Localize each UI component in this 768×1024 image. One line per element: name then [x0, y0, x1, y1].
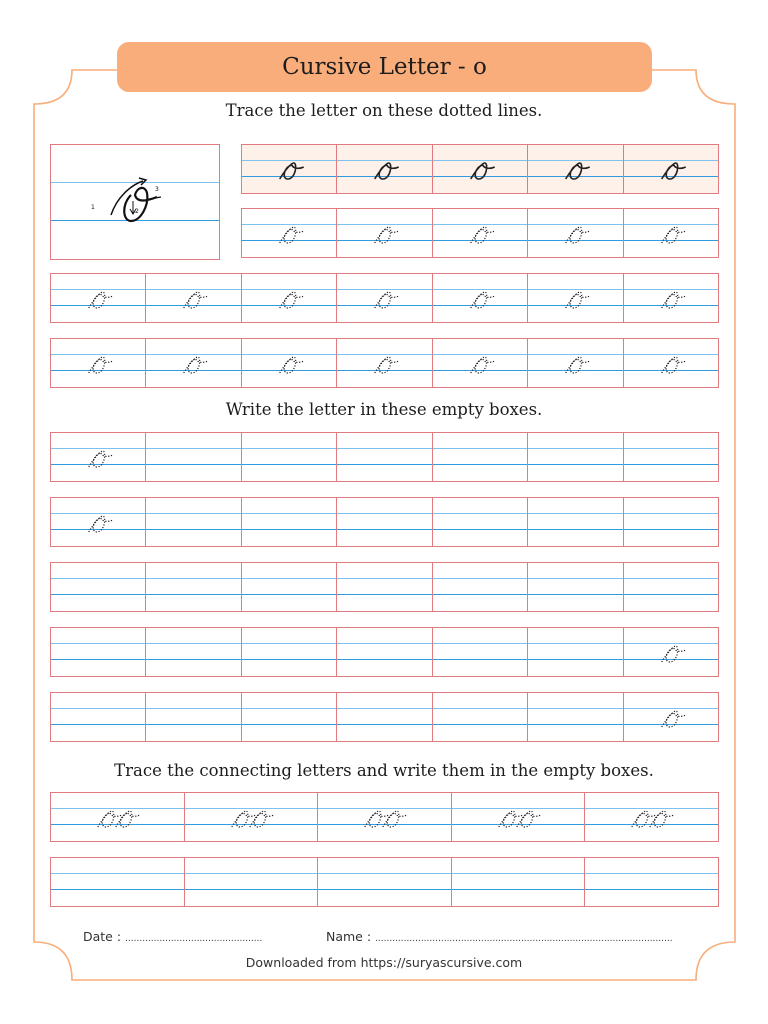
write-cell[interactable] — [432, 627, 528, 677]
page-title: Cursive Letter - o — [282, 54, 487, 80]
trace-letter-o — [337, 274, 432, 324]
trace-cell — [241, 273, 337, 323]
trace-cell — [623, 338, 719, 388]
trace-letter-o — [528, 274, 623, 324]
baseline — [146, 529, 240, 530]
example-letter-o — [433, 145, 528, 195]
midline — [242, 578, 336, 579]
trace-cell — [432, 144, 528, 194]
connect-write-cell[interactable] — [451, 857, 586, 907]
trace-cell — [145, 273, 241, 323]
write-cell[interactable] — [241, 562, 337, 612]
baseline — [242, 464, 336, 465]
connect-heading: Trace the connecting letters and write them in the empty boxes. — [114, 761, 654, 780]
connect-write-cell[interactable] — [584, 857, 719, 907]
write-cell[interactable] — [336, 627, 432, 677]
write-cell[interactable] — [241, 627, 337, 677]
midline — [242, 643, 336, 644]
trace-cell — [527, 273, 623, 323]
stroke-number-3: 3 — [155, 186, 159, 193]
connect-trace-cell — [451, 792, 586, 842]
midline — [452, 873, 585, 874]
midline — [146, 513, 240, 514]
midline — [51, 578, 145, 579]
trace-letter-o — [433, 209, 528, 259]
trace-heading: Trace the letter on these dotted lines. — [225, 101, 543, 120]
trace-letter-o — [51, 339, 146, 389]
midline — [242, 448, 336, 449]
baseline — [51, 724, 145, 725]
midline — [51, 873, 184, 874]
date-blank: ................................................ — [125, 934, 263, 944]
trace-letter-o — [624, 209, 719, 259]
baseline — [146, 724, 240, 725]
connect-write-cell[interactable] — [184, 857, 319, 907]
write-cell[interactable] — [145, 432, 241, 482]
midline — [337, 578, 431, 579]
baseline — [433, 464, 527, 465]
baseline — [146, 659, 240, 660]
midline — [585, 873, 718, 874]
baseline — [624, 529, 718, 530]
baseline — [433, 659, 527, 660]
midline — [528, 708, 622, 709]
trace-letter-o — [624, 274, 719, 324]
trace-cell — [432, 338, 528, 388]
write-cell[interactable] — [527, 692, 623, 742]
example-letter-o — [528, 145, 623, 195]
baseline — [624, 464, 718, 465]
midline — [185, 873, 318, 874]
trace-cell — [623, 144, 719, 194]
trace-cell — [336, 208, 432, 258]
write-cell[interactable] — [50, 627, 146, 677]
write-cell[interactable] — [241, 692, 337, 742]
trace-cell — [241, 338, 337, 388]
midline — [146, 578, 240, 579]
baseline — [242, 594, 336, 595]
baseline — [585, 889, 718, 890]
connect-trace-cell — [584, 792, 719, 842]
trace-letter-o — [242, 209, 337, 259]
baseline — [51, 594, 145, 595]
baseline — [337, 529, 431, 530]
connect-write-cell[interactable] — [50, 857, 185, 907]
baseline — [51, 659, 145, 660]
trace-letter-o — [528, 209, 623, 259]
midline — [528, 643, 622, 644]
baseline — [146, 464, 240, 465]
trace-cell — [623, 273, 719, 323]
write-cell[interactable] — [432, 562, 528, 612]
trace-cell — [527, 208, 623, 258]
trace-letter-o — [146, 339, 241, 389]
name-label: Name : — [326, 929, 372, 944]
trace-letter-o — [51, 433, 146, 483]
trace-cell — [145, 338, 241, 388]
name-blank: ........................................................................................................ — [375, 934, 673, 944]
connect-trace-cell — [184, 792, 319, 842]
date-field[interactable] — [83, 929, 262, 944]
trace-letter-o — [337, 339, 432, 389]
write-cell[interactable] — [336, 692, 432, 742]
baseline — [242, 659, 336, 660]
midline — [528, 513, 622, 514]
trace-cell — [432, 208, 528, 258]
trace-letters-oo — [585, 793, 719, 843]
trace-letter-o — [242, 339, 337, 389]
trace-letter-o — [433, 274, 528, 324]
midline — [528, 448, 622, 449]
midline — [337, 708, 431, 709]
midline — [624, 513, 718, 514]
write-cell[interactable] — [623, 497, 719, 547]
midline — [528, 578, 622, 579]
trace-letter-o — [146, 274, 241, 324]
baseline — [433, 724, 527, 725]
midline — [318, 873, 451, 874]
midline — [242, 708, 336, 709]
baseline — [528, 529, 622, 530]
example-letter-o — [624, 145, 719, 195]
trace-cell — [336, 273, 432, 323]
write-cell[interactable] — [50, 692, 146, 742]
baseline — [337, 659, 431, 660]
write-cell[interactable] — [336, 562, 432, 612]
write-cell[interactable] — [623, 432, 719, 482]
trace-letter-o — [433, 339, 528, 389]
baseline — [452, 889, 585, 890]
write-cell[interactable] — [145, 692, 241, 742]
trace-letter-o — [337, 209, 432, 259]
midline — [51, 643, 145, 644]
stroke-number-2: 2 — [135, 208, 139, 215]
trace-cell — [241, 208, 337, 258]
baseline — [528, 594, 622, 595]
baseline — [528, 659, 622, 660]
trace-letter-o — [242, 274, 337, 324]
write-cell[interactable] — [145, 497, 241, 547]
trace-letter-o — [624, 628, 719, 678]
write-cell[interactable] — [527, 497, 623, 547]
model-letter-o — [51, 145, 221, 261]
write-cell[interactable] — [432, 432, 528, 482]
trace-letters-oo — [452, 793, 586, 843]
example-letter-o — [337, 145, 432, 195]
name-field[interactable] — [326, 929, 673, 944]
midline — [337, 448, 431, 449]
write-cell[interactable] — [241, 497, 337, 547]
trace-letter-o — [51, 498, 146, 548]
trace-cell — [623, 208, 719, 258]
write-heading: Write the letter in these empty boxes. — [225, 400, 543, 419]
write-cell[interactable] — [50, 562, 146, 612]
midline — [433, 513, 527, 514]
write-cell[interactable] — [145, 562, 241, 612]
trace-cell — [241, 144, 337, 194]
trace-letter-o — [624, 693, 719, 743]
connect-trace-cell — [50, 792, 185, 842]
baseline — [318, 889, 451, 890]
baseline — [433, 594, 527, 595]
midline — [51, 708, 145, 709]
midline — [242, 513, 336, 514]
baseline — [185, 889, 318, 890]
midline — [433, 643, 527, 644]
trace-cell — [50, 338, 146, 388]
write-cell[interactable] — [145, 627, 241, 677]
example-letter-o — [242, 145, 337, 195]
trace-letters-oo — [185, 793, 319, 843]
write-cell[interactable] — [336, 432, 432, 482]
trace-cell — [527, 338, 623, 388]
baseline — [337, 594, 431, 595]
write-cell[interactable] — [623, 562, 719, 612]
write-cell[interactable] — [336, 497, 432, 547]
write-cell[interactable] — [50, 497, 146, 547]
write-cell[interactable] — [432, 692, 528, 742]
write-cell[interactable] — [50, 432, 146, 482]
connect-write-cell[interactable] — [317, 857, 452, 907]
midline — [146, 708, 240, 709]
date-label: Date : — [83, 929, 122, 944]
baseline — [528, 724, 622, 725]
write-cell[interactable] — [527, 627, 623, 677]
trace-cell — [50, 273, 146, 323]
baseline — [433, 529, 527, 530]
baseline — [242, 724, 336, 725]
stroke-number-1: 1 — [91, 204, 95, 211]
midline — [433, 578, 527, 579]
midline — [337, 513, 431, 514]
baseline — [624, 594, 718, 595]
midline — [337, 643, 431, 644]
trace-letter-o — [51, 274, 146, 324]
write-cell[interactable] — [241, 432, 337, 482]
connect-trace-cell — [317, 792, 452, 842]
write-cell[interactable] — [432, 497, 528, 547]
trace-cell — [432, 273, 528, 323]
model-letter-box — [50, 144, 220, 260]
trace-cell — [336, 144, 432, 194]
source-credit: Downloaded from https://suryascursive.com — [245, 955, 523, 970]
trace-letters-oo — [318, 793, 452, 843]
midline — [624, 578, 718, 579]
write-cell[interactable] — [527, 432, 623, 482]
midline — [146, 643, 240, 644]
trace-letter-o — [528, 339, 623, 389]
baseline — [146, 594, 240, 595]
midline — [433, 708, 527, 709]
midline — [146, 448, 240, 449]
baseline — [51, 889, 184, 890]
baseline — [242, 529, 336, 530]
baseline — [528, 464, 622, 465]
title-banner — [117, 42, 652, 92]
write-cell[interactable] — [623, 627, 719, 677]
midline — [433, 448, 527, 449]
write-cell[interactable] — [623, 692, 719, 742]
midline — [624, 448, 718, 449]
trace-letters-oo — [51, 793, 185, 843]
write-cell[interactable] — [527, 562, 623, 612]
trace-cell — [336, 338, 432, 388]
baseline — [337, 464, 431, 465]
trace-cell — [527, 144, 623, 194]
trace-letter-o — [624, 339, 719, 389]
baseline — [337, 724, 431, 725]
